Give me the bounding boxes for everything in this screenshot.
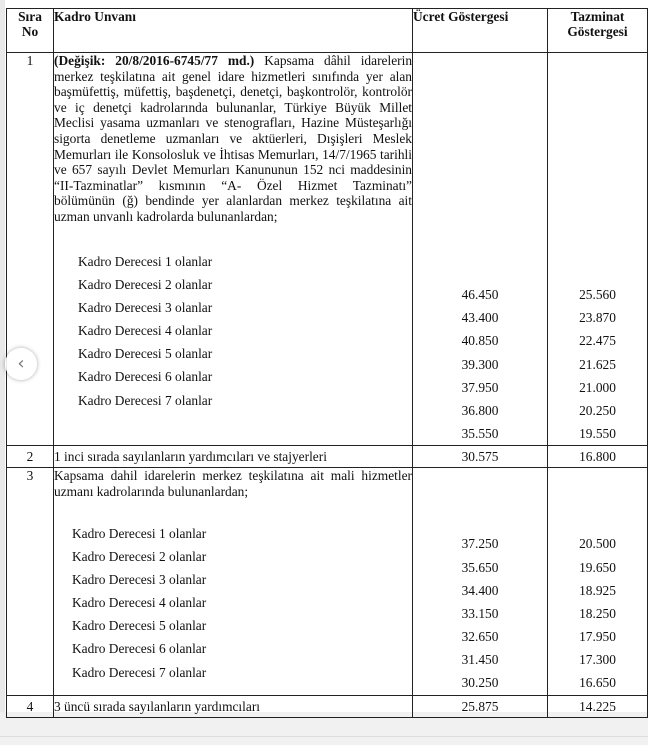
compensation-value: 20.500: [579, 536, 616, 552]
fee-value: 30.575: [413, 446, 548, 468]
table-row: [7, 695, 648, 717]
compensation-value: 25.560: [579, 287, 616, 302]
sub-item-label: Kadro Derecesi 6 olanlar: [78, 369, 213, 385]
fee-cell: [413, 53, 548, 446]
header-sira-no-line2: No: [21, 24, 39, 39]
sub-item-label: Kadro Derecesi 4 olanlar: [78, 323, 213, 339]
sub-item-label: Kadro Derecesi 1 olanlar: [78, 253, 213, 269]
fee-value: 35.650: [461, 559, 499, 575]
viewer-left-gutter: [0, 0, 5, 745]
fee-value: 40.850: [461, 333, 499, 349]
fee-value: 39.300: [461, 356, 499, 372]
compensation-cell: [548, 53, 648, 446]
fee-value: 36.800: [461, 402, 499, 418]
compensation-value: 19.650: [579, 559, 616, 575]
sub-item-label: Kadro Derecesi 1 olanlar: [72, 525, 207, 541]
table-row: [7, 53, 648, 446]
row-description: Kapsama dahil idarelerin merkez teşkilatına ait mali hizmetler uzmanı kadrolarında bulunanlardan;: [54, 468, 412, 499]
header-sira-no: [7, 9, 54, 53]
salary-indicator-table: [6, 8, 648, 718]
fee-value: 25.875: [413, 695, 548, 717]
row-description: [54, 53, 412, 225]
sub-item-label: Kadro Derecesi 3 olanlar: [78, 299, 213, 315]
fee-value: 33.150: [461, 605, 499, 621]
sub-item-label: Kadro Derecesi 6 olanlar: [72, 641, 207, 657]
compensation-value: 17.300: [579, 652, 616, 668]
viewer-bottom-divider: [0, 736, 648, 737]
row-number: 4: [7, 695, 54, 717]
table-row: [7, 446, 648, 468]
table-header-row: [7, 9, 648, 53]
fee-value: 32.650: [461, 629, 499, 645]
row-number: 1: [7, 53, 54, 446]
fee-value: 30.250: [461, 675, 499, 691]
fee-value: 35.550: [461, 426, 499, 442]
compensation-value: 17.950: [579, 629, 616, 645]
header-sira-no-line1: Sıra: [18, 9, 42, 24]
fee-cell: [413, 468, 548, 695]
compensation-value: 14.225: [548, 695, 648, 717]
header-ucret-gostergesi: Ücret Göstergesi: [413, 9, 548, 53]
row-title-cell: [54, 53, 413, 446]
fee-value: 34.400: [461, 582, 499, 598]
row-number: 3: [7, 468, 54, 695]
fee-value: 46.450: [461, 287, 499, 302]
sub-item-label: Kadro Derecesi 5 olanlar: [78, 346, 213, 362]
sub-item-label: Kadro Derecesi 5 olanlar: [72, 618, 207, 634]
row-number: 2: [7, 446, 54, 468]
previous-page-button[interactable]: [5, 348, 37, 380]
sub-item-label: Kadro Derecesi 7 olanlar: [78, 392, 213, 408]
compensation-cell: [548, 468, 648, 695]
row-description: 3 üncü sırada sayılanların yardımcıları: [54, 695, 413, 717]
sub-item-label: Kadro Derecesi 3 olanlar: [72, 571, 207, 587]
header-tazminat-line1: Tazminat: [570, 9, 625, 24]
header-kadro-unvani: Kadro Unvanı: [54, 9, 413, 53]
chevron-left-icon: ‹: [17, 353, 25, 374]
sub-item-label: Kadro Derecesi 4 olanlar: [72, 595, 207, 611]
fee-value: 37.250: [461, 536, 499, 552]
row-description: 1 inci sırada sayılanların yardımcıları ve stajyerleri: [54, 446, 413, 468]
fee-value: 43.400: [461, 310, 499, 326]
sub-item-label: Kadro Derecesi 7 olanlar: [72, 664, 207, 680]
fee-value: 37.950: [461, 379, 499, 395]
header-tazminat-line2: Göstergesi: [567, 24, 628, 39]
compensation-value: 22.475: [579, 333, 616, 349]
row-title-cell: [54, 468, 413, 695]
compensation-value: 16.800: [548, 446, 648, 468]
compensation-value: 19.550: [579, 426, 616, 442]
header-tazminat-gostergesi: [548, 9, 648, 53]
compensation-value: 20.250: [579, 402, 616, 418]
row-description-text: Kapsama dâhil idarelerin merkez teşkilatına ait genel idare hizmetleri sınıfında yer alan başmüfettiş, müfettiş, başdenetçi, denetçi, başkontrolör, kontrolör ve iç denetçi kadrolarında bulunanlar, Türkiye Büyük Millet Meclisi yasama uzmanları ve stenografları, Hazine Müsteşarlığı sigorta denetleme uzmanları ve aktüerleri, Dışişleri Meslek Memurları ile Konsolosluk ve İhtisas Memurları, 14/7/1965 tarihli ve 657 sayılı Devlet Memurları Kanununun 152 nci maddesinin “II-Tazminatlar” kısmının “A- Özel Hizmet Tazminatı” bölümünün (ğ) bendinde yer alanlardan merkez teşkilatına ait uzman unvanlı kadrolarda bulunanlardan;: [54, 53, 413, 224]
compensation-value: 23.870: [579, 310, 616, 326]
compensation-value: 16.650: [579, 675, 616, 691]
compensation-value: 21.000: [579, 379, 616, 395]
compensation-value: 18.925: [579, 582, 616, 598]
table-row: [7, 468, 648, 695]
amendment-note: (Değişik: 20/8/2016-6745/77 md.): [54, 53, 255, 68]
sub-item-label: Kadro Derecesi 2 olanlar: [72, 548, 207, 564]
compensation-value: 18.250: [579, 605, 616, 621]
sub-item-label: Kadro Derecesi 2 olanlar: [78, 276, 213, 292]
compensation-value: 21.625: [579, 356, 616, 372]
fee-value: 31.450: [461, 652, 499, 668]
